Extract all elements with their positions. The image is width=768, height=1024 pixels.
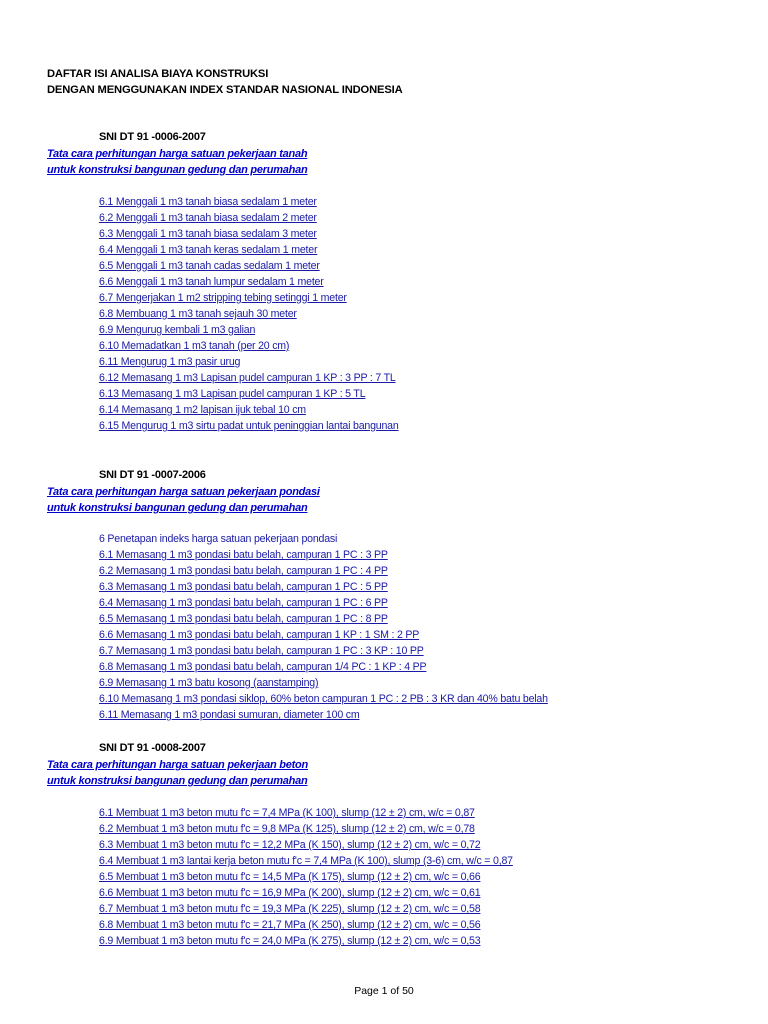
item-link[interactable]: 6.10 Memadatkan 1 m3 tanah (per 20 cm) bbox=[99, 340, 290, 352]
section-heading-line-1[interactable]: Tata cara perhitungan harga satuan pekerjaan pondasi bbox=[47, 486, 320, 498]
item-link[interactable]: 6.3 Memasang 1 m3 pondasi batu belah, campuran 1 PC : 5 PP bbox=[99, 581, 388, 593]
item-link[interactable]: 6.9 Membuat 1 m3 beton mutu f'c = 24,0 MPa (K 275), slump (12 ± 2) cm, w/c = 0,53 bbox=[99, 935, 481, 947]
item-link[interactable]: 6.7 Mengerjakan 1 m2 stripping tebing setinggi 1 meter bbox=[99, 292, 347, 304]
list-item[interactable] bbox=[99, 707, 548, 723]
section-item-list bbox=[99, 194, 399, 434]
item-link[interactable]: 6.5 Membuat 1 m3 beton mutu f'c = 14,5 MPa (K 175), slump (12 ± 2) cm, w/c = 0,66 bbox=[99, 871, 481, 883]
section-heading-line-2[interactable]: untuk konstruksi bangunan gedung dan perumahan bbox=[47, 502, 308, 514]
item-link[interactable]: 6.8 Membuat 1 m3 beton mutu f'c = 21,7 MPa (K 250), slump (12 ± 2) cm, w/c = 0,56 bbox=[99, 919, 481, 931]
section-heading-link[interactable] bbox=[47, 484, 320, 516]
section-heading-line-1[interactable]: Tata cara perhitungan harga satuan pekerjaan beton bbox=[47, 759, 308, 771]
item-link[interactable]: 6.2 Membuat 1 m3 beton mutu f'c = 9,8 MPa (K 125), slump (12 ± 2) cm, w/c = 0,78 bbox=[99, 823, 475, 835]
list-item[interactable] bbox=[99, 306, 399, 322]
section-heading-line-2[interactable]: untuk konstruksi bangunan gedung dan perumahan bbox=[47, 775, 308, 787]
item-link[interactable]: 6.6 Membuat 1 m3 beton mutu f'c = 16,9 MPa (K 200), slump (12 ± 2) cm, w/c = 0,61 bbox=[99, 887, 481, 899]
item-link[interactable]: 6.15 Mengurug 1 m3 sirtu padat untuk peninggian lantai bangunan bbox=[99, 420, 399, 432]
section-code: SNI DT 91 -0006-2007 bbox=[99, 131, 206, 143]
item-link[interactable]: 6.4 Membuat 1 m3 lantai kerja beton mutu f'c = 7,4 MPa (K 100), slump (3-6) cm, w/c = 0,87 bbox=[99, 855, 513, 867]
list-item[interactable] bbox=[99, 274, 399, 290]
list-item[interactable] bbox=[99, 869, 513, 885]
item-link[interactable]: 6.10 Memasang 1 m3 pondasi siklop, 60% beton campuran 1 PC : 2 PB : 3 KR dan 40% batu belah bbox=[99, 693, 548, 705]
item-link[interactable]: 6.8 Memasang 1 m3 pondasi batu belah, campuran 1/4 PC : 1 KP : 4 PP bbox=[99, 661, 427, 673]
item-link[interactable]: 6.12 Memasang 1 m3 Lapisan pudel campuran 1 KP : 3 PP : 7 TL bbox=[99, 372, 396, 384]
item-link[interactable]: 6.11 Memasang 1 m3 pondasi sumuran, diameter 100 cm bbox=[99, 709, 360, 721]
list-item[interactable] bbox=[99, 418, 399, 434]
item-link[interactable]: 6.3 Menggali 1 m3 tanah biasa sedalam 3 meter bbox=[99, 228, 317, 240]
item-intro-text: 6 Penetapan indeks harga satuan pekerjaan pondasi bbox=[99, 533, 338, 545]
item-link[interactable]: 6.2 Menggali 1 m3 tanah biasa sedalam 2 meter bbox=[99, 212, 317, 224]
list-item[interactable] bbox=[99, 338, 399, 354]
list-item[interactable] bbox=[99, 354, 399, 370]
page-number: Page 1 of 50 bbox=[354, 985, 414, 997]
item-link[interactable]: 6.8 Membuang 1 m3 tanah sejauh 30 meter bbox=[99, 308, 297, 320]
section-code: SNI DT 91 -0007-2006 bbox=[99, 469, 206, 481]
section-heading-line-1[interactable]: Tata cara perhitungan harga satuan pekerjaan tanah bbox=[47, 148, 308, 160]
item-link[interactable]: 6.3 Membuat 1 m3 beton mutu f'c = 12,2 MPa (K 150), slump (12 ± 2) cm, w/c = 0,72 bbox=[99, 839, 481, 851]
item-link[interactable]: 6.1 Memasang 1 m3 pondasi batu belah, campuran 1 PC : 3 PP bbox=[99, 549, 388, 561]
item-link[interactable]: 6.1 Menggali 1 m3 tanah biasa sedalam 1 meter bbox=[99, 196, 317, 208]
item-link[interactable]: 6.4 Menggali 1 m3 tanah keras sedalam 1 meter bbox=[99, 244, 318, 256]
item-link[interactable]: 6.6 Memasang 1 m3 pondasi batu belah, campuran 1 KP : 1 SM : 2 PP bbox=[99, 629, 420, 641]
section-code: SNI DT 91 -0008-2007 bbox=[99, 742, 206, 754]
list-item[interactable] bbox=[99, 805, 513, 821]
section-item-list bbox=[99, 531, 548, 723]
section-heading-link[interactable] bbox=[47, 146, 307, 178]
list-item[interactable] bbox=[99, 226, 399, 242]
item-link[interactable]: 6.13 Memasang 1 m3 Lapisan pudel campuran 1 KP : 5 TL bbox=[99, 388, 366, 400]
list-item[interactable] bbox=[99, 659, 548, 675]
list-item[interactable] bbox=[99, 322, 399, 338]
list-item[interactable] bbox=[99, 242, 399, 258]
section-heading-link[interactable] bbox=[47, 757, 308, 789]
item-link[interactable]: 6.5 Menggali 1 m3 tanah cadas sedalam 1 meter bbox=[99, 260, 320, 272]
item-link[interactable]: 6.9 Mengurug kembali 1 m3 galian bbox=[99, 324, 256, 336]
list-item[interactable] bbox=[99, 386, 399, 402]
list-item[interactable] bbox=[99, 917, 513, 933]
list-item[interactable] bbox=[99, 627, 548, 643]
list-item[interactable] bbox=[99, 853, 513, 869]
item-link[interactable]: 6.7 Membuat 1 m3 beton mutu f'c = 19,3 MPa (K 225), slump (12 ± 2) cm, w/c = 0,58 bbox=[99, 903, 481, 915]
list-item[interactable] bbox=[99, 370, 399, 386]
section-heading-line-2[interactable]: untuk konstruksi bangunan gedung dan perumahan bbox=[47, 164, 308, 176]
list-item[interactable] bbox=[99, 933, 513, 949]
list-item[interactable] bbox=[99, 402, 399, 418]
document-title-line-1: DAFTAR ISI ANALISA BIAYA KONSTRUKSI bbox=[47, 68, 269, 80]
document-title bbox=[47, 66, 403, 98]
list-item-intro bbox=[99, 531, 548, 547]
list-item[interactable] bbox=[99, 691, 548, 707]
item-link[interactable]: 6.5 Memasang 1 m3 pondasi batu belah, campuran 1 PC : 8 PP bbox=[99, 613, 388, 625]
list-item[interactable] bbox=[99, 194, 399, 210]
list-item[interactable] bbox=[99, 210, 399, 226]
list-item[interactable] bbox=[99, 837, 513, 853]
list-item[interactable] bbox=[99, 643, 548, 659]
list-item[interactable] bbox=[99, 563, 548, 579]
list-item[interactable] bbox=[99, 885, 513, 901]
document-title-line-2: DENGAN MENGGUNAKAN INDEX STANDAR NASIONAL INDONESIA bbox=[47, 84, 403, 96]
list-item[interactable] bbox=[99, 821, 513, 837]
item-link[interactable]: 6.7 Memasang 1 m3 pondasi batu belah, campuran 1 PC : 3 KP : 10 PP bbox=[99, 645, 424, 657]
item-link[interactable]: 6.1 Membuat 1 m3 beton mutu f'c = 7,4 MPa (K 100), slump (12 ± 2) cm, w/c = 0,87 bbox=[99, 807, 475, 819]
list-item[interactable] bbox=[99, 611, 548, 627]
item-link[interactable]: 6.9 Memasang 1 m3 batu kosong (aanstamping) bbox=[99, 677, 319, 689]
list-item[interactable] bbox=[99, 290, 399, 306]
item-link[interactable]: 6.6 Menggali 1 m3 tanah lumpur sedalam 1 meter bbox=[99, 276, 324, 288]
list-item[interactable] bbox=[99, 258, 399, 274]
list-item[interactable] bbox=[99, 901, 513, 917]
section-item-list bbox=[99, 805, 513, 949]
list-item[interactable] bbox=[99, 579, 548, 595]
item-link[interactable]: 6.2 Memasang 1 m3 pondasi batu belah, campuran 1 PC : 4 PP bbox=[99, 565, 388, 577]
item-link[interactable]: 6.11 Mengurug 1 m3 pasir urug bbox=[99, 356, 241, 368]
item-link[interactable]: 6.4 Memasang 1 m3 pondasi batu belah, campuran 1 PC : 6 PP bbox=[99, 597, 388, 609]
list-item[interactable] bbox=[99, 547, 548, 563]
item-link[interactable]: 6.14 Memasang 1 m2 lapisan ijuk tebal 10 cm bbox=[99, 404, 306, 416]
list-item[interactable] bbox=[99, 595, 548, 611]
list-item[interactable] bbox=[99, 675, 548, 691]
